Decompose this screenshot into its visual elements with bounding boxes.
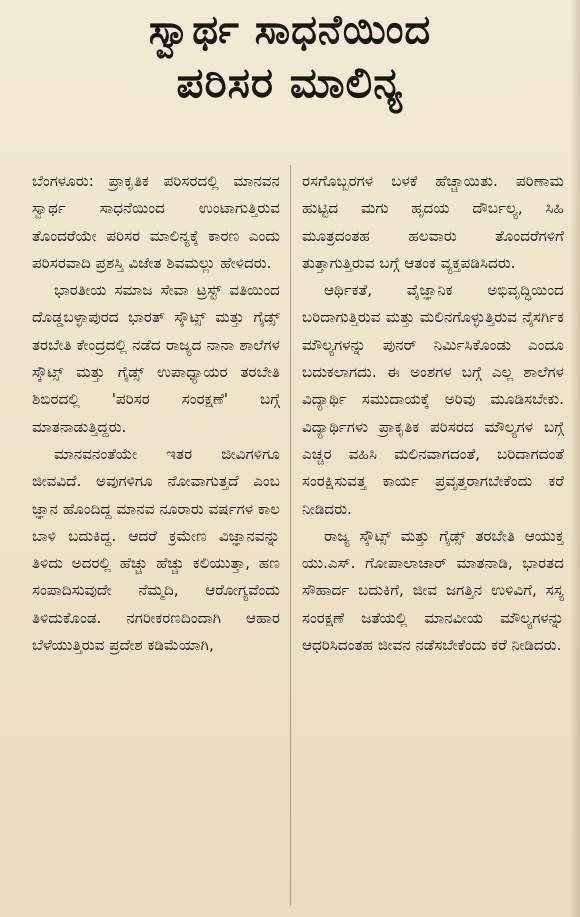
- article-headline: [20, 6, 560, 108]
- page-edge-shadow: [570, 0, 580, 917]
- paragraph: ರಾಜ್ಯ ಸ್ಕೌಟ್ಸ್ ಮತ್ತು ಗೈಡ್ಸ್ ತರಬೇತಿ ಆಯುಕ್ತ ಯು.ಎಸ್. ಗೋಪಾಲಾಚಾರ್ ಮಾತನಾಡಿ, ಭಾರತದ ಸೌಹಾರ್ದ ಬದುಕಿಗೆ, ಜೀವ ಜಗತ್ತಿನ ಉಳಿವಿಗೆ, ಸಸ್ಯ ಸಂರಕ್ಷಣೆ ಜತೆಯಲ್ಲಿ ಮಾನವೀಯ ಮೌಲ್ಯಗಳನ್ನು ಆಧರಿಸಿದಂತಹ ಜೀವನ ನಡೆಸಬೇಕೆಂದು ಕರೆ ನೀಡಿದರು.: [302, 526, 564, 655]
- paragraph: ಮಾನವನಂತೆಯೇ ಇತರ ಜೀವಿಗಳಿಗೂ ಜೀವವಿದೆ. ಅವುಗಳಿಗೂ ನೋವಾಗುತ್ತದೆ ಎಂಬ ಜ್ಞಾನ ಹೊಂದಿದ್ದ ಮಾನವ ನೂರಾರು ವರ್ಷಗಳ ಕಾಲ ಬಾಳಿ ಬದುಕಿದ್ದ. ಆದರೆ ಕ್ರಮೇಣ ವಿಜ್ಞಾನವನ್ನು ತಿಳಿದು ಅದರಲ್ಲಿ ಹೆಚ್ಚು ಹೆಚ್ಚು ಕಲಿಯುತ್ತಾ, ಹಣ ಸಂಪಾದಿಸುವುದೇ ನೆಮ್ಮದಿ, ಆರೋಗ್ಯವೆಂದು ತಿಳಿದುಕೊಂಡ. ನಗರೀಕರಣದಿಂದಾಗಿ ಆಹಾರ ಬೆಳೆಯುತ್ತಿರುವ ಪ್ರದೇಶ ಕಡಿಮೆಯಾಗಿ,: [32, 444, 280, 655]
- paragraph: ಭಾರತೀಯ ಸಮಾಜ ಸೇವಾ ಟ್ರಸ್ಟ್ ವತಿಯಿಂದ ದೊಡ್ಡಬಳ್ಳಾಪುರದ ಭಾರತ್ ಸ್ಕೌಟ್ಸ್ ಮತ್ತು ಗೈಡ್ಸ್ ತರಬೇತಿ ಕೇಂದ್ರದಲ್ಲಿ ನಡೆದ ರಾಜ್ಯದ ನಾನಾ ಶಾಲೆಗಳ ಸ್ಕೌಟ್ಸ್ ಮತ್ತು ಗೈಡ್ಸ್ ಉಪಾಧ್ಯಾಯರ ತರಬೇತಿ ಶಿಬಿರದಲ್ಲಿ 'ಪರಿಸರ ಸಂರಕ್ಷಣೆ' ಬಗ್ಗೆ ಮಾತನಾಡುತ್ತಿದ್ದರು.: [32, 281, 280, 436]
- left-column: [32, 168, 280, 659]
- right-column: [302, 168, 564, 659]
- paragraph: ಆರ್ಥಿಕತೆ, ವೈಜ್ಞಾನಿಕ ಅಭಿವೃದ್ಧಿಯಿಂದ ಬರಿದಾಗುತ್ತಿರುವ ಮತ್ತು ಮಲಿನಗೊಳ್ಳುತ್ತಿರುವ ನೈಸರ್ಗಿಕ ಮೌಲ್ಯಗಳನ್ನು ಪುನರ್ ನಿರ್ಮಿಸಿಕೊಂಡು ಎಂದೂ ಬದುಕಲಾಗದು. ಈ ಅಂಶಗಳ ಬಗ್ಗೆ ಎಲ್ಲ ಶಾಲೆಗಳ ವಿದ್ಯಾರ್ಥಿ ಸಮುದಾಯಕ್ಕೆ ಅರಿವು ಮೂಡಿಸಬೇಕು. ವಿದ್ಯಾರ್ಥಿಗಳು ಪ್ರಾಕೃತಿಕ ಪರಿಸರದ ಮೌಲ್ಯಗಳ ಬಗ್ಗೆ ಎಚ್ಚರ ವಹಿಸಿ ಮಲಿನವಾಗದಂತೆ, ಬರಿದಾಗದಂತೆ ಸಂರಕ್ಷಿಸುವತ್ತ ಕಾರ್ಯ ಪ್ರವೃತ್ತರಾಗಬೇಕೆಂದು ಕರೆ ನೀಡಿದರು.: [302, 281, 564, 518]
- column-divider: [290, 165, 291, 905]
- headline-line-1: ಸ್ವಾರ್ಥ ಸಾಧನೆಯಿಂದ: [148, 7, 432, 53]
- paragraph: ರಸಗೊಬ್ಬರಗಳ ಬಳಕೆ ಹೆಚ್ಚಾಯಿತು. ಪರಿಣಾಮ ಹುಟ್ಟಿದ ಮಗು ಹೃದಯ ದೌರ್ಬಲ್ಯ, ಸಿಹಿ ಮೂತ್ರದಂತಹ ಹಲವಾರು ತೊಂದರೆಗಳಿಗೆ ತುತ್ತಾಗುತ್ತಿರುವ ಬಗ್ಗೆ ಆತಂಕ ವ್ಯಕ್ತಪಡಿಸಿದರು.: [302, 172, 564, 272]
- headline-line-2: ಪರಿಸರ ಮಾಲಿನ್ಯ: [176, 58, 404, 107]
- paragraph: ಬೆಂಗಳೂರು: ಪ್ರಾಕೃತಿಕ ಪರಿಸರದಲ್ಲಿ ಮಾನವನ ಸ್ವಾರ್ಥ ಸಾಧನೆಯಿಂದ ಉಂಟಾಗುತ್ತಿರುವ ತೊಂದರೆಯೇ ಪರಿಸರ ಮಾಲಿನ್ಯಕ್ಕೆ ಕಾರಣ ಎಂದು ಪರಿಸರವಾದಿ ಪ್ರಶಸ್ತಿ ವಿಜೇತ ಶಿವಮಲ್ಲು ಹೇಳಿದರು.: [32, 172, 280, 272]
